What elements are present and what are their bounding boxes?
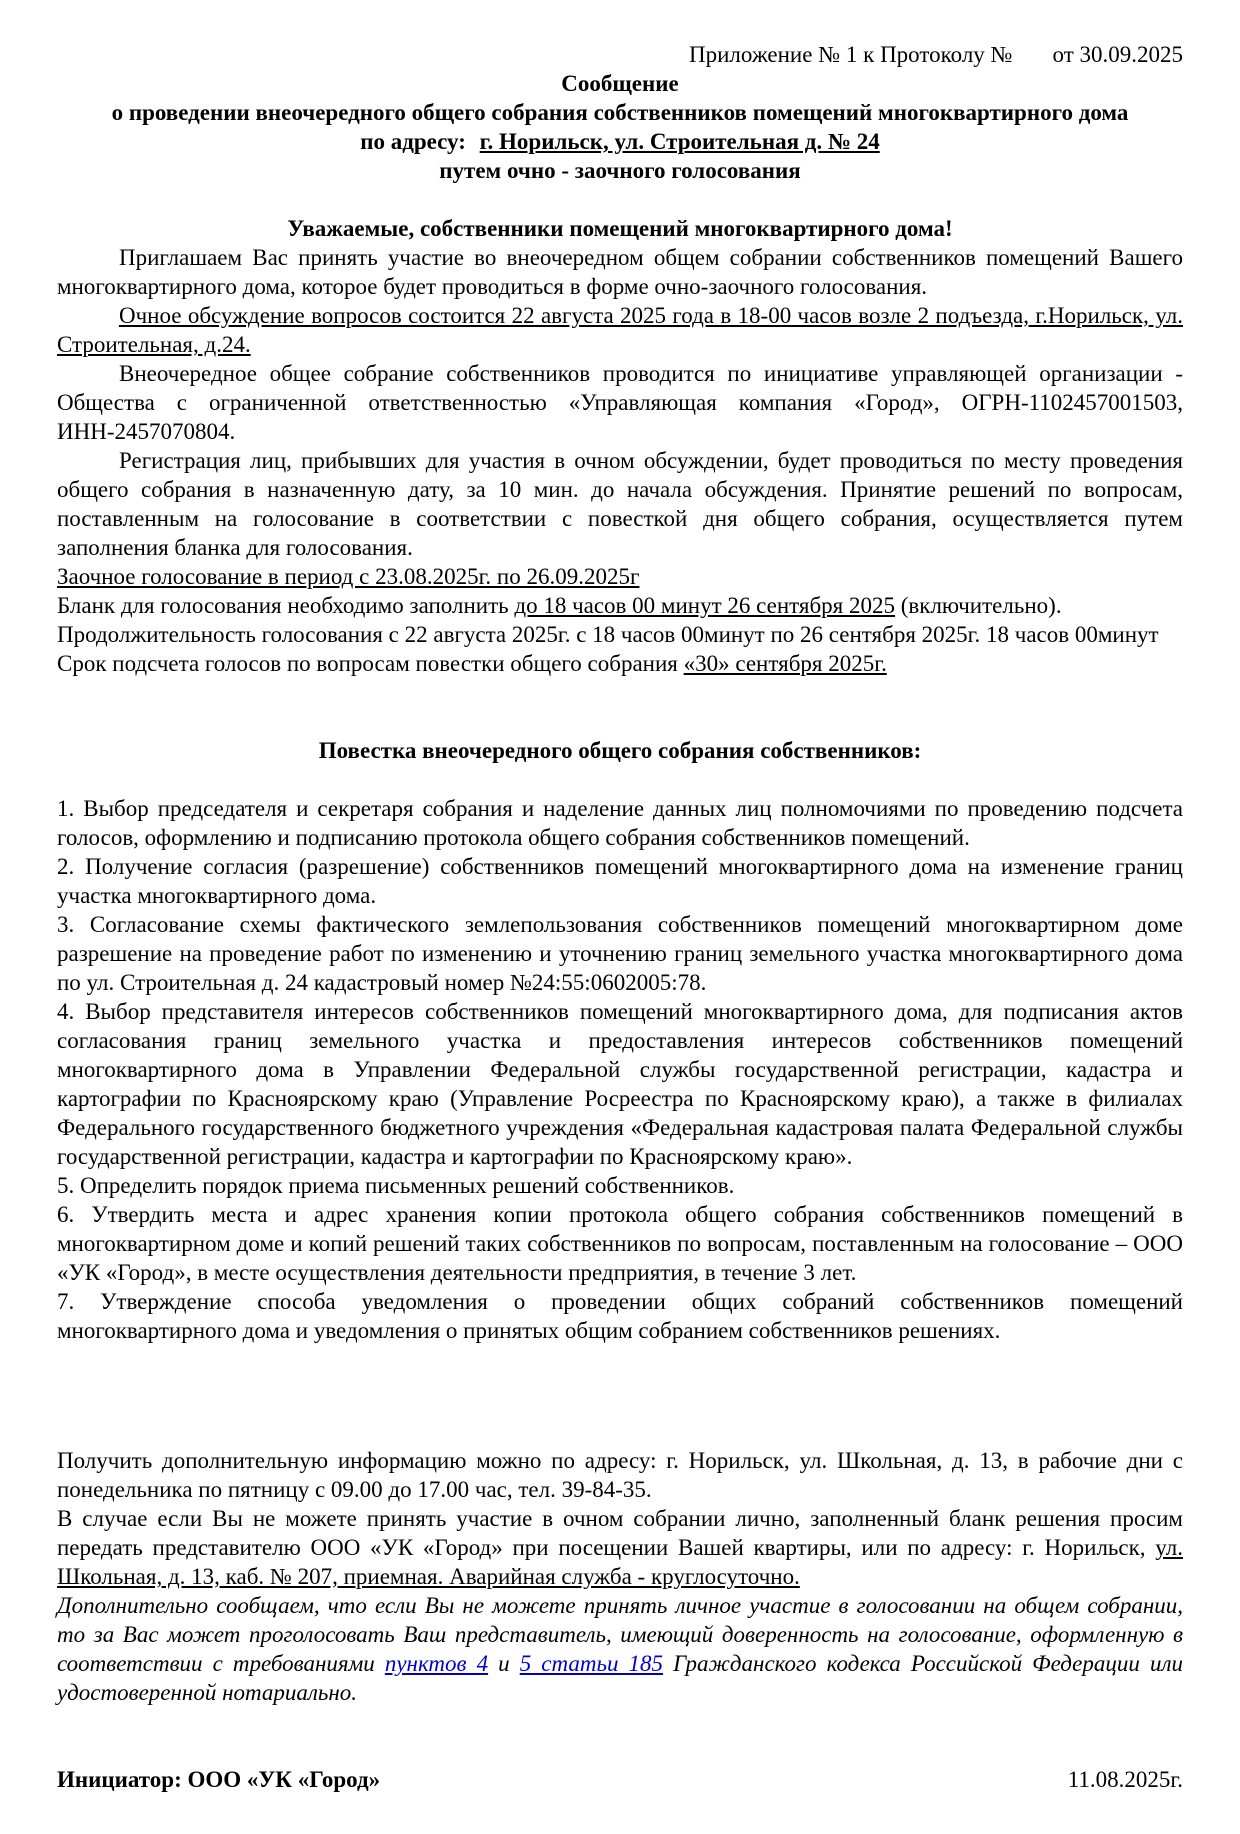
vertical-spacer <box>57 185 1183 214</box>
info-paragraph-3: Дополнительно сообщаем, что если Вы не можете принять личное участие в голосовании на общем собрании, то за Вас может проголосовать Ваш представитель, имеющий доверенность на голосование, оформленную в соответствии с требованиями пунктов 4 и 5 статьи 185 Гражданского кодекса Российской Федерации или удостоверенной нотариально. <box>57 1593 1183 1705</box>
agenda-item-3: 3. Согласование схемы фактического землепользования собственников помещений многоквартирном доме разрешение на проведение работ по изменению и уточнению границ земельного участка многоквартирного дома по ул. Строительная д. 24 кадастровый номер №24:55:0602005:78. <box>57 912 1183 995</box>
address-value: г. Норильск, ул. Строительная д. № 24 <box>479 129 880 154</box>
vertical-spacer <box>57 1736 1183 1765</box>
vote-count-deadline-line: Срок подсчета голосов по вопросам повестки общего собрания «30» сентября 2025г. <box>57 651 887 676</box>
vertical-spacer <box>57 707 1183 736</box>
intro-paragraph-3: Внеочередное общее собрание собственников проводится по инициативе управляющей организации - Общества с ограниченной ответственностью «Управляющая компания «Город», ОГРН-1102457001503, ИНН-2457070804. <box>57 361 1183 444</box>
vertical-spacer <box>57 1432 1183 1446</box>
agenda-item-7: 7. Утверждение способа уведомления о проведении общих собраний собственников помещений многоквартирного дома и уведомления о принятых общим собранием собственников решениях. <box>57 1289 1183 1343</box>
link-statya-185[interactable]: 5 статьи 185 <box>519 1651 664 1676</box>
absentee-voting-period-line: Заочное голосование в период с 23.08.2025г. по 26.09.2025г <box>57 564 640 589</box>
link-punkt-4[interactable]: пунктов 4 <box>384 1651 489 1676</box>
agenda-heading: Повестка внеочередного общего собрания собственников: <box>318 738 922 763</box>
doc-title-line1: Сообщение <box>561 71 679 96</box>
doc-title-line2: о проведении внеочередного общего собрания собственников помещений многоквартирного дома <box>111 100 1129 125</box>
info-paragraph-2: В случае если Вы не можете принять участие в очном собрании лично, заполненный бланк решения просим передать представителю ООО «УК «Город» при посещении Вашей квартиры, или по адресу: г. Норильск, ул. Школьная, д. 13, каб. № 207, приемная. Аварийная служба - круглосуточно. <box>57 1506 1183 1589</box>
appendix-label: Приложение № 1 к Протоколу № <box>689 42 1013 67</box>
doc-title-line3 <box>57 127 1183 156</box>
vertical-spacer <box>57 1345 1183 1374</box>
intro-paragraph-2: Очное обсуждение вопросов состоится 22 августа 2025 года в 18-00 часов возле 2 подъезда, г.Норильск, ул. Строительная, д.24. <box>57 303 1183 357</box>
info-paragraph-1: Получить дополнительную информацию можно по адресу: г. Норильск, ул. Школьная, д. 13, в рабочие дни с понедельника по пятницу с 09.00 до 17.00 час, тел. 39-84-35. <box>57 1448 1183 1502</box>
intro-paragraph-4: Регистрация лиц, прибывших для участия в очном обсуждении, будет проводиться по месту проведения общего собрания в назначенную дату, за 10 мин. до начала обсуждения. Принятие решений по вопросам, поставленным на голосование в соответствии с повесткой дня общего собрания, осуществляется путем заполнения бланка для голосования. <box>57 448 1183 560</box>
ballot-deadline-line: Бланк для голосования необходимо заполнить до 18 часов 00 минут 26 сентября 2025 (включительно). <box>57 593 1062 618</box>
address-label: по адресу: <box>360 129 472 154</box>
protocol-date: от 30.09.2025 <box>1052 42 1183 67</box>
doc-title-line4: путем очно - заочного голосования <box>439 158 801 183</box>
footer-row <box>57 1765 1183 1794</box>
footer-date: 11.08.2025г. <box>1067 1767 1183 1792</box>
greeting-line: Уважаемые, собственники помещений многоквартирного дома! <box>287 216 953 241</box>
vertical-spacer <box>57 1707 1183 1736</box>
agenda-item-6: 6. Утвердить места и адрес хранения копии протокола общего собрания собственников помещений в многоквартирном доме и копий решений таких собственников по вопросам, поставленным на голосование – ООО «УК «Город», в месте осуществления деятельности предприятия, в течение 3 лет. <box>57 1202 1183 1285</box>
agenda-item-1: 1. Выбор председателя и секретаря собрания и наделение данных лиц полномочиями по проведению подсчета голосов, оформлению и подписанию протокола общего собрания собственников помещений. <box>57 796 1183 850</box>
agenda-item-4: 4. Выбор представителя интересов собственников помещений многоквартирного дома, для подписания актов согласования границ земельного участка и предоставления интересов собственников помещений многоквартирного дома в Управлении Федеральной службы государственной регистрации, кадастра и картографии по Красноярскому краю (Управление Росреестра по Красноярскому краю), а также в филиалах Федерального государственного бюджетного учреждения «Федеральная кадастровая палата Федеральной службы государственной регистрации, кадастра и картографии по Красноярскому краю». <box>57 999 1183 1169</box>
intro-paragraph-1: Приглашаем Вас принять участие во внеочередном общем собрании собственников помещений Вашего многоквартирного дома, которое будет проводиться в форме очно-заочного голосования. <box>57 245 1183 299</box>
vertical-spacer <box>57 765 1183 794</box>
vertical-spacer <box>57 1403 1183 1432</box>
voting-duration-line: Продолжительность голосования с 22 августа 2025г. с 18 часов 00минут по 26 сентября 2025г. 18 часов 00минут <box>57 622 1159 647</box>
agenda-item-5: 5. Определить порядок приема письменных решений собственников. <box>57 1173 735 1198</box>
initiator-label: Инициатор: ООО «УК «Город» <box>57 1767 381 1792</box>
vertical-spacer <box>57 1374 1183 1403</box>
header-annotation <box>57 40 1183 69</box>
vertical-spacer <box>57 678 1183 707</box>
agenda-item-2: 2. Получение согласия (разрешение) собственников помещений многоквартирного дома на изменение границ участка многоквартирного дома. <box>57 854 1183 908</box>
